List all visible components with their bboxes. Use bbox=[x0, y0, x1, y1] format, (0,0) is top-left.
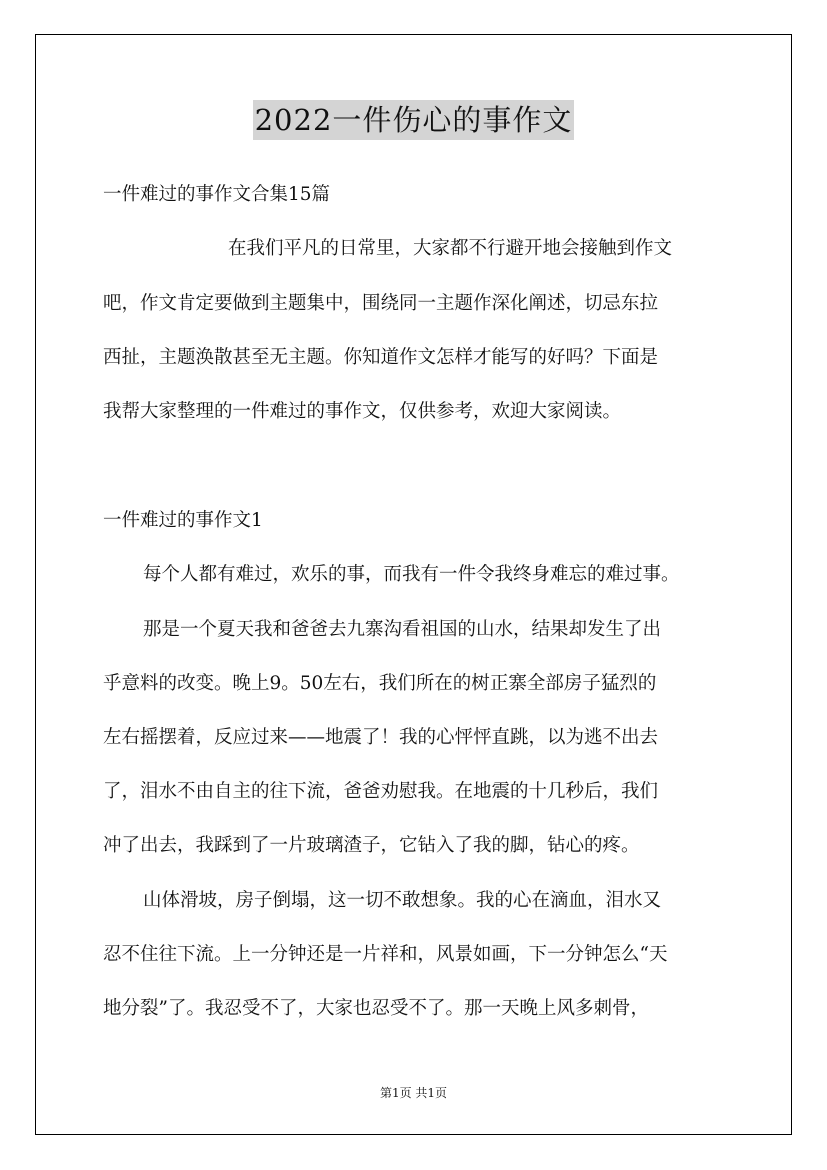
body-line-3: 乎意料的改变。晚上9。50左右，我们所在的树正寨全部房子猛烈的 bbox=[103, 673, 657, 694]
page-footer: 第1页 共1页 bbox=[379, 1086, 448, 1100]
body-line-4: 左右摇摆着，反应过来——地震了！我的心怦怦直跳，以为逃不出去 bbox=[103, 727, 659, 748]
intro-line-3: 西扯，主题涣散甚至无主题。你知道作文怎样才能写的好吗？下面是 bbox=[103, 347, 659, 368]
body-line-9: 地分裂”了。我忍受不了，大家也忍受不了。那一天晚上风多刺骨， bbox=[103, 998, 649, 1019]
body-line-5: 了，泪水不由自主的往下流，爸爸劝慰我。在地震的十几秒后，我们 bbox=[103, 781, 659, 802]
title-wrap bbox=[0, 100, 827, 140]
intro-line-4: 我帮大家整理的一件难过的事作文，仅供参考，欢迎大家阅读。 bbox=[103, 401, 622, 422]
body-line-7: 山体滑坡，房子倒塌，这一切不敢想象。我的心在滴血，泪水又 bbox=[143, 890, 662, 911]
intro-line-1: 在我们平凡的日常里，大家都不行避开地会接触到作文 bbox=[228, 238, 673, 259]
body-line-8: 忍不住往下流。上一分钟还是一片祥和，风景如画，下一分钟怎么“天 bbox=[103, 944, 668, 965]
body-line-6: 冲了出去，我踩到了一片玻璃渣子，它钻入了我的脚，钻心的疼。 bbox=[103, 835, 640, 856]
body-line-1: 每个人都有难过，欢乐的事，而我有一件令我终身难忘的难过事。 bbox=[143, 564, 680, 585]
body-line-2: 那是一个夏天我和爸爸去九寨沟看祖国的山水，结果却发生了出 bbox=[143, 619, 662, 640]
intro-line-2: 吧，作文肯定要做到主题集中，围绕同一主题作深化阐述，切忌东拉 bbox=[103, 293, 659, 314]
document-title: 2022一件伤心的事作文 bbox=[253, 100, 575, 140]
section-heading: 一件难过的事作文1 bbox=[103, 510, 263, 531]
subtitle: 一件难过的事作文合集15篇 bbox=[103, 184, 331, 205]
